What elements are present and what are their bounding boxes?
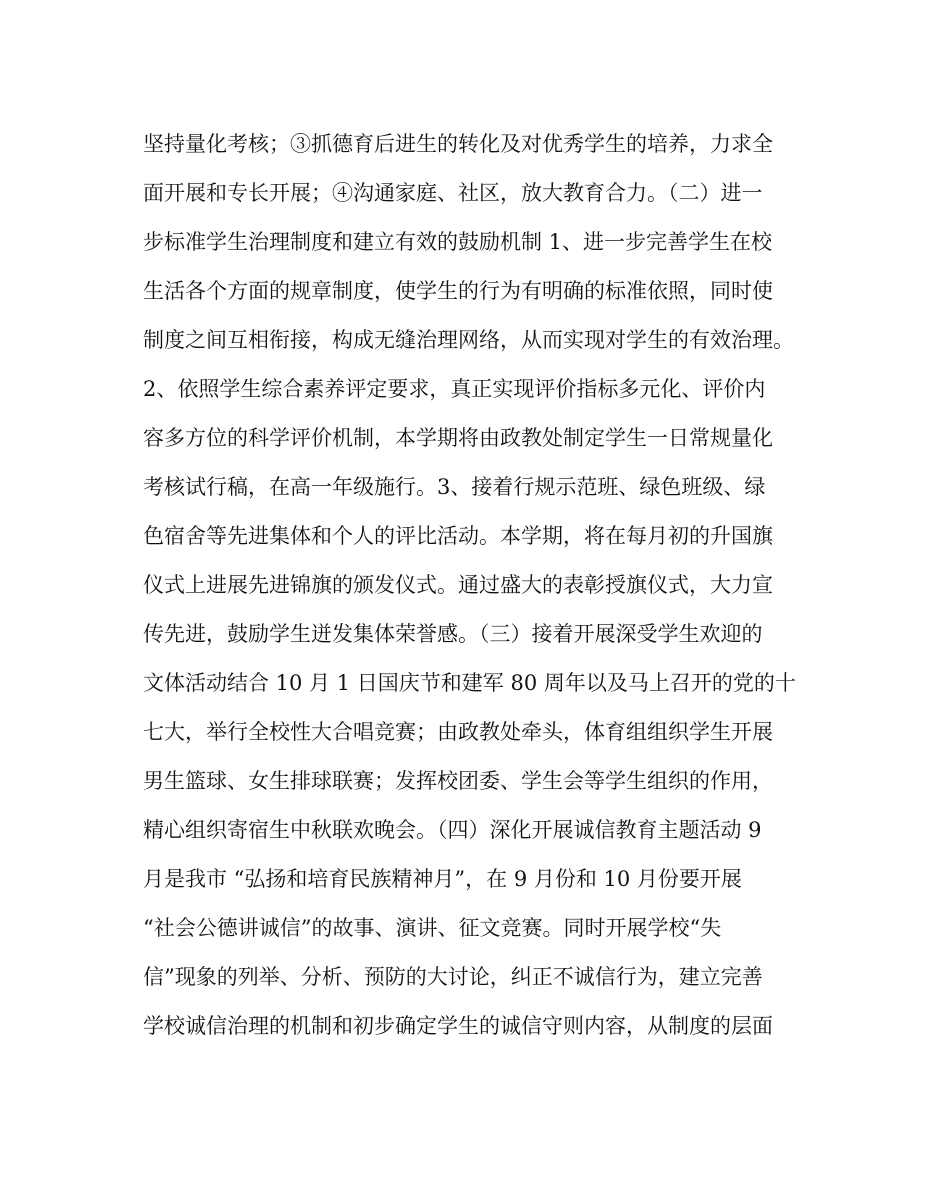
text-line: 男生篮球、女生排球联赛；发挥校团委、学生会等学生组织的作用，: [143, 769, 773, 793]
text-line: 制度之间互相衔接，构成无缝治理网络，从而实现对学生的有效治理。: [143, 328, 794, 352]
text-line: 传先进，鼓励学生迸发集体荣誉感。（三）接着开展深受学生欢迎的: [143, 622, 763, 646]
text-line: 学校诚信治理的机制和初步确定学生的诚信守则内容，从制度的层面: [143, 1014, 773, 1038]
text-line: 月是我市 “弘扬和培育民族精神月”，在 9 月份和 10 月份要开展: [143, 867, 742, 891]
text-line: 文体活动结合 10 月 1 日国庆节和建军 80 周年以及马上召开的党的十: [143, 671, 796, 695]
text-line: 容多方位的科学评价机制，本学期将由政教处制定学生一日常规量化: [143, 426, 773, 450]
text-line: 面开展和专长开展；④沟通家庭、社区，放大教育合力。（二）进一: [143, 181, 763, 205]
text-line: 步标准学生治理制度和建立有效的鼓励机制 1、进一步完善学生在校: [143, 230, 773, 254]
text-line: 仪式上进展先进锦旗的颁发仪式。通过盛大的表彰授旗仪式，大力宣: [143, 573, 773, 597]
text-line: “社会公德讲诚信”的故事、演讲、征文竞赛。同时开展学校“失: [143, 916, 722, 940]
text-line: 生活各个方面的规章制度，使学生的行为有明确的标准依照，同时使: [143, 279, 773, 303]
text-line: 坚持量化考核；③抓德育后进生的转化及对优秀学生的培养，力求全: [143, 132, 773, 156]
body-text: [143, 129, 843, 1060]
text-line: 精心组织寄宿生中秋联欢晚会。（四）深化开展诚信教育主题活动 9: [143, 818, 762, 842]
text-line: 2、依照学生综合素养评定要求，真正实现评价指标多元化、评价内: [143, 377, 766, 401]
text-line: 色宿舍等先进集体和个人的评比活动。本学期，将在每月初的升国旗: [143, 524, 773, 548]
text-line: 信”现象的列举、分析、预防的大讨论，纠正不诚信行为，建立完善: [143, 965, 763, 989]
text-line: 考核试行稿，在高一年级施行。3、接着行规示范班、绿色班级、绿: [143, 475, 766, 499]
text-line: 七大，举行全校性大合唱竞赛；由政教处牵头，体育组组织学生开展: [143, 720, 773, 744]
